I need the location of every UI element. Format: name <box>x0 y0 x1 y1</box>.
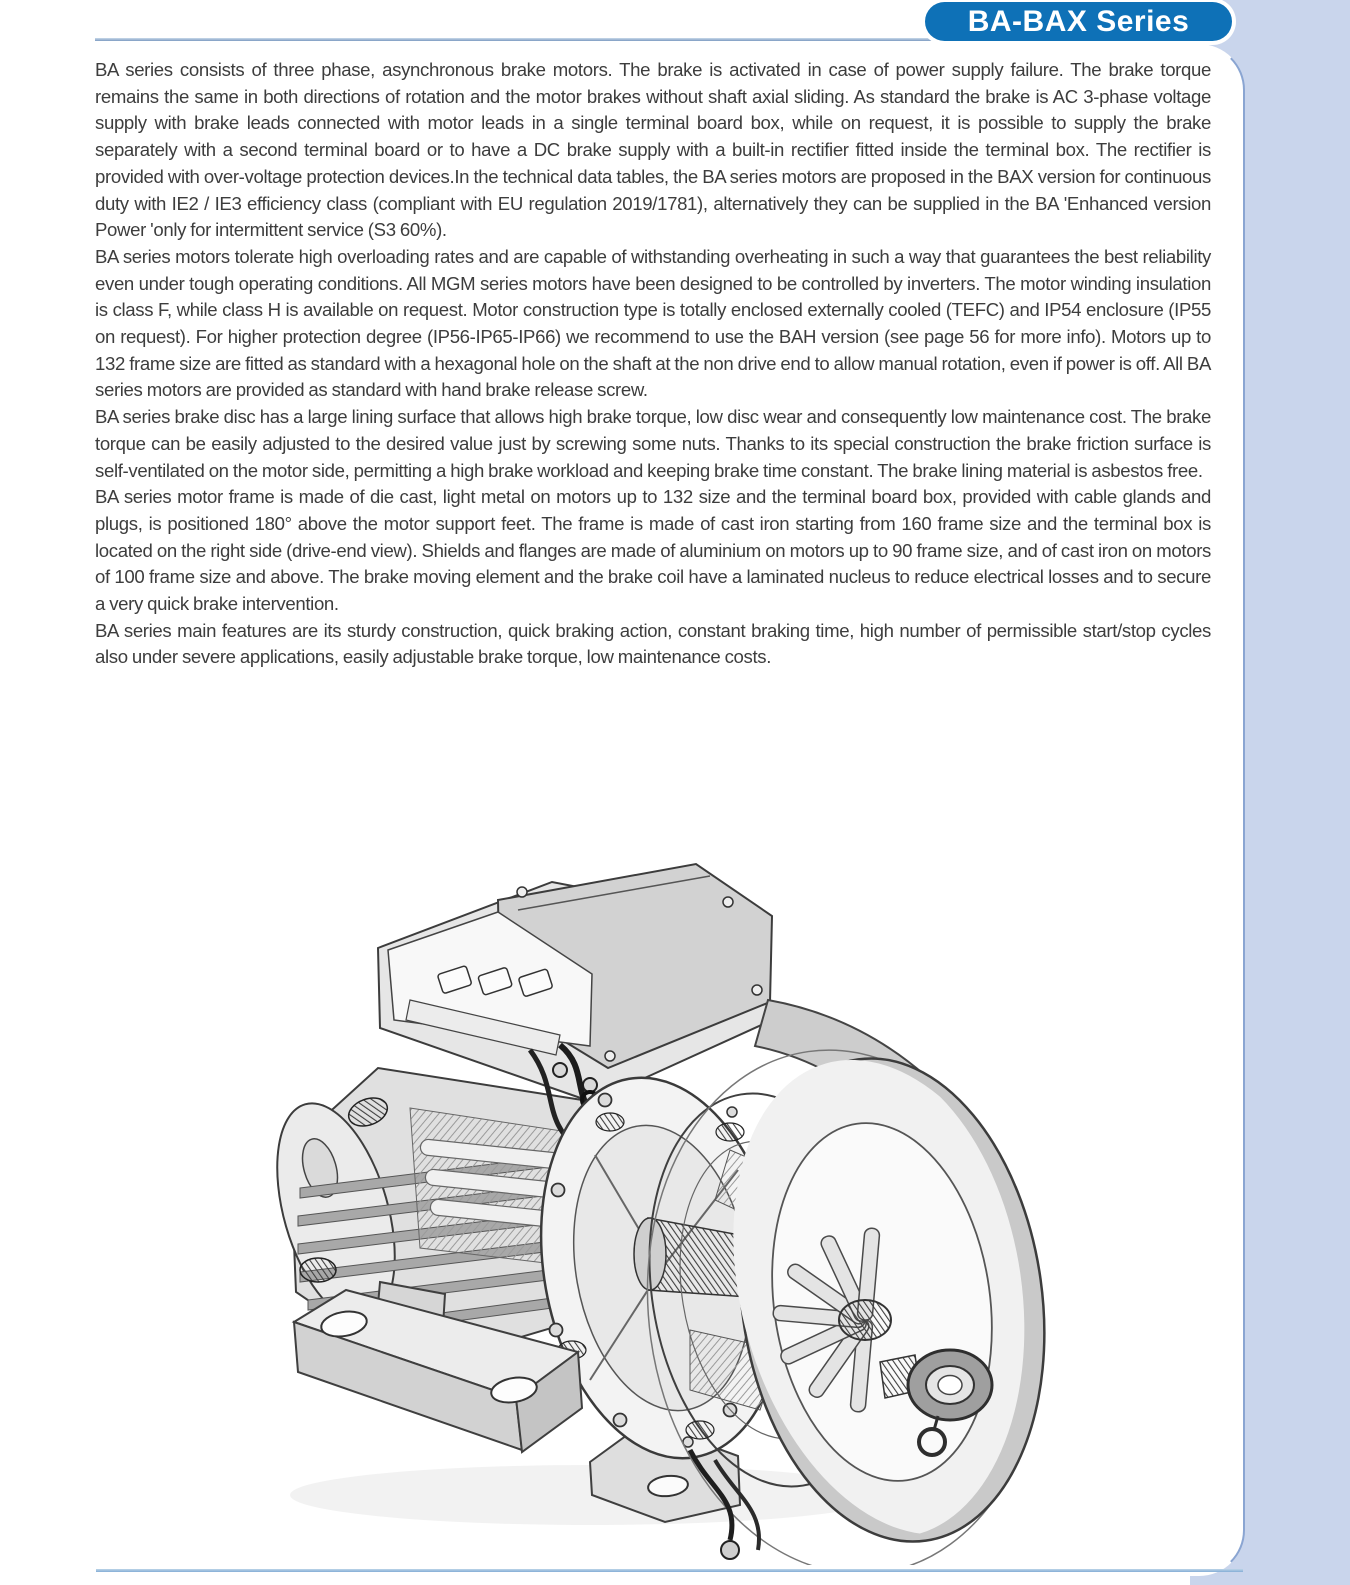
paragraph: BA series motor frame is made of die cast, light metal on motors up to 132 size and the terminal board box, provided with cable glands and plugs, is positioned 180° above the motor support feet. The frame is made of cast iron starting from 160 frame size and the terminal box is located on the right side (drive-end view). Shields and flanges are made of aluminium on motors up to 90 frame size, and of cast iron on motors of 100 frame size and above. The brake moving element and the brake coil have a laminated nucleus to reduce electrical losses and to secure a very quick brake intervention. <box>95 486 1211 615</box>
paragraph: BA series brake disc has a large lining surface that allows high brake torque, low disc wear and consequently low maintenance cost. The brake torque can be easily adjusted to the desired value just by screwing some nuts. Thanks to its special construction the brake friction surface is self-ventilated on the motor side, permitting a high brake workload and keeping brake time constant. The brake lining material is asbestos free. <box>95 406 1211 481</box>
paragraph: BA series consists of three phase, asynchronous brake motors. The brake is activated in case of power supply failure. The brake torque remains the same in both directions of rotation and the motor brakes without shaft axial sliding. As standard the brake is AC 3-phase voltage supply with brake leads connected with motor leads in a single terminal board box, while on request, it is possible to supply the brake separately with a second terminal board or to have a DC brake supply with a built-in rectifier fitted inside the terminal box. The rectifier is provided with over-voltage protection devices.In the technical data tables, the BA series motors are proposed in the BAX version for continuous duty with IE2 / IE3 efficiency class (compliant with EU regulation 2019/1781), alternatively they can be supplied in the BA 'Enhanced version Power 'only for intermittent service (S3 60%). <box>95 59 1211 241</box>
paragraph: BA series main features are its sturdy construction, quick braking action, constant braking time, high number of permissible start/stop cycles also under severe applications, easily adjustable brake torque, low maintenance costs. <box>95 619 1211 668</box>
paragraph: BA series motors tolerate high overloading rates and are capable of withstanding overheating in such a way that guarantees the best reliability even under tough operating conditions. All MGM series motors have been designed to be controlled by inverters. The motor winding insulation is class F, while class H is available on request. Motor construction type is totally enclosed externally cooled (TEFC) and IP54 enclosure (IP55 on request). For higher protection degree (IP56-IP65-IP66) we recommend to use the BAH version (see page 56 for more info). Motors up to 132 frame size are fitted as standard with a hexagonal hole on the shaft at the non drive end to allow manual rotation, even if power is off. All BA series motors are provided as standard with hand brake release screw. <box>95 245 1212 401</box>
motor-cutaway-illustration <box>260 850 1050 1565</box>
series-badge-label: BA-BAX Series <box>967 5 1190 38</box>
body-text <box>95 57 1211 671</box>
bottom-rule <box>96 1569 1243 1572</box>
series-badge <box>925 2 1232 41</box>
